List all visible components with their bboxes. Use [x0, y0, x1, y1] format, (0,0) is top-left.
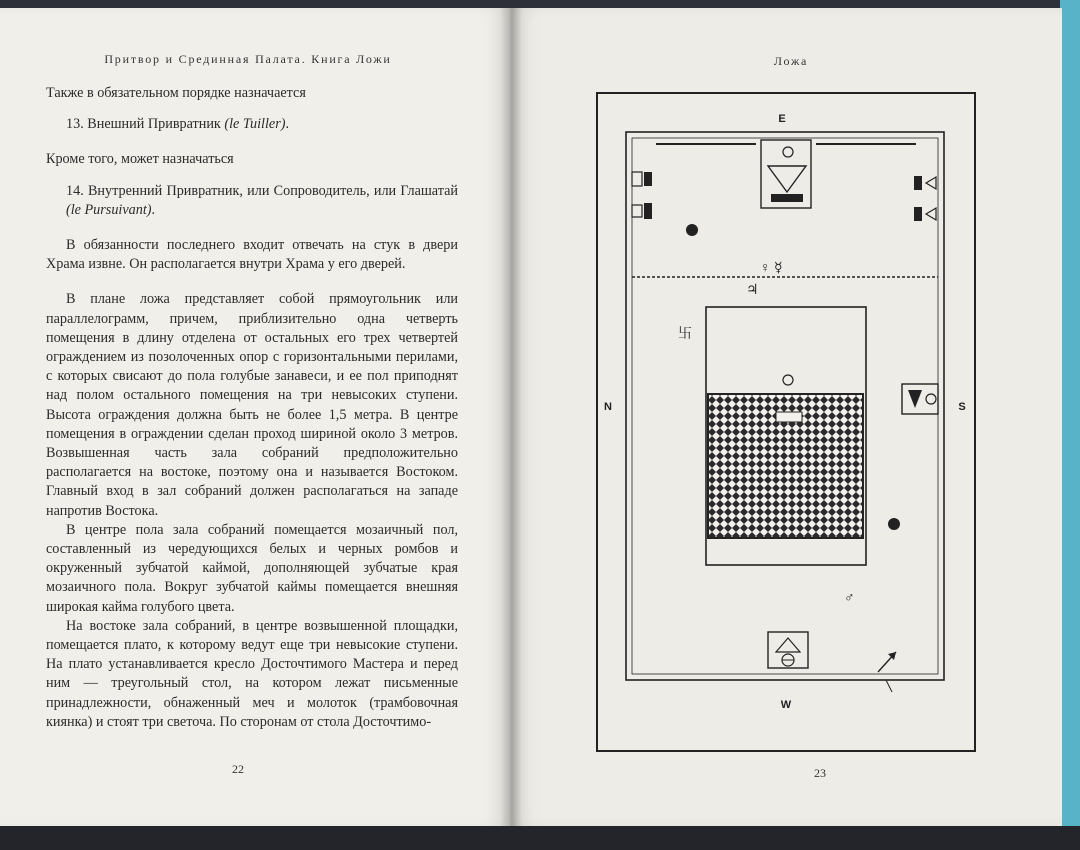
book-cover-edge	[1060, 0, 1080, 850]
paragraph: В плане ложа представляет собой прямоугольник или параллелограмм, причем, приблизительно одна четверть помещения в длину отделена от остальных его трех четвертей ограждением из позолоченных опор с горизонтальными перилами, с которых свисают до пола голубые занавеси, и ее пол приподнят над полом остального помещения на три невысоких ступени. Высота ограждения должна быть не более 1,5 метра. В центре помещения в ограждении сделан проход шириной около 3 метров. Возвышенная часть зала собраний предположительно располагается на востоке, поэтому она и называется Востоком. Главный вход в зал собраний должен располагаться на западе напротив Востока.	[46, 291, 458, 519]
list-item-14	[46, 182, 458, 220]
lodge-floor-plan	[596, 92, 976, 752]
marker-south-icon	[888, 518, 900, 530]
planet-symbols-icon: ♀ ☿	[760, 261, 783, 276]
paragraph: В центре пола зала собраний помещается мозаичный пол, составленный из чередующихся белых и черных ромбов и окруженный зубчатой каймой, дополняющей зубчатые края мозаичного пола. Вокруг зубчатой каймы помещается внешняя широкая кайма голубого цвета.	[46, 521, 458, 615]
list-item-13	[46, 115, 458, 134]
paragraph: В обязанности последнего входит отвечать на стук в двери Храма извне. Он располагается внутри Храма у его дверей.	[46, 237, 458, 273]
center-light-icon	[783, 375, 793, 385]
deacon-marker-icon	[686, 224, 698, 236]
compass-west: W	[780, 699, 792, 711]
sign-symbol-icon: 卐	[678, 327, 692, 342]
jupiter-symbol-icon: ♃	[746, 283, 759, 298]
junior-warden-icon	[768, 632, 808, 668]
paragraph: Также в обязательном порядке назначается	[46, 85, 306, 101]
compass-east: E	[778, 113, 786, 125]
marker-west-icon: ♂	[844, 591, 855, 606]
list-item-punct: .	[151, 201, 156, 218]
left-page-text	[46, 84, 458, 732]
compass-south: S	[958, 401, 966, 413]
door-icon	[878, 652, 896, 692]
list-item-punct: .	[285, 116, 290, 133]
list-item-text: 13. Внешний Привратник	[66, 116, 225, 133]
page-number-left: 22	[232, 762, 244, 776]
page-number-right: 23	[814, 766, 826, 780]
senior-warden-icon	[902, 384, 938, 414]
running-head-right: Ложа	[773, 54, 809, 68]
paragraph: На востоке зала собраний, в центре возвышенной площадки, помещается плато, к которому ведут еще три невысокие ступени. На плато устанавливается кресло Досточтимого Мастера и перед ним — треугольный стол, на котором лежат письменные принадлежности, обнаженный меч и молоток (трамбовочная киянка) и стоят три светоча. По сторонам от стола Досточтимо-	[46, 617, 458, 730]
paragraph: Кроме того, может назначаться	[46, 151, 234, 168]
running-head-left: Притвор и Срединная Палата. Книга Ложи	[104, 52, 392, 66]
list-item-italic: (le Pursuivant)	[66, 201, 152, 218]
book-gutter	[500, 8, 522, 826]
list-item-text: 14. Внутренний Привратник, или Сопроводитель, или Глашатай	[66, 182, 458, 199]
background-bottom	[0, 826, 1080, 850]
list-item-italic: (le Tuiller)	[224, 116, 286, 133]
master-throne-icon	[761, 140, 811, 208]
compass-north: N	[604, 401, 612, 413]
